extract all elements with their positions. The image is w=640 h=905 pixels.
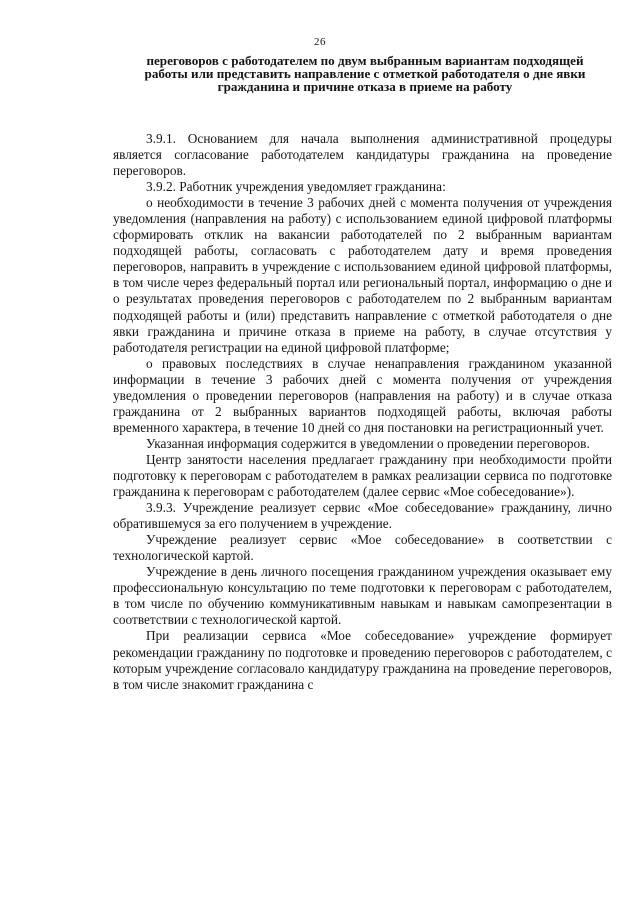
body-text [113,131,612,693]
paragraph-employment-center: Центр занятости населения предлагает гражданину при необходимости пройти подготовку к переговорам с работодателем в рамках реализации сервиса по подготовке гражданина к переговорам с работодателем (далее сервис «Мое собеседование»). [113,451,612,500]
paragraph-3-9-2: 3.9.2. Работник учреждения уведомляет гражданина: [146,179,446,195]
paragraph-notice-necessity: о необходимости в течение 3 рабочих дней с момента получения от учреждения уведомления (направления на работу) с использованием единой цифровой платформы сформировать отклик на вакансии работодателей по 2 выбранным вариантам подходящей работы, согласовать с работодателем дату и время проведения переговоров, направить в учреждение с использованием единой цифровой платформы, в том числе через федеральный портал или региональный портал, информацию о дне и о результатах проведения переговоров с работодателем по 2 выбранным вариантам подходящей работы и (или) представить направление с отметкой работодателя о дне явки гражданина и причине отказа в приеме на работу, в случае отсутствия у работодателя регистрации на единой цифровой платформе; [113,195,612,355]
paragraph-3-9-3: 3.9.3. Учреждение реализует сервис «Мое собеседование» гражданину, лично обратившемуся за его получением в учреждение. [113,500,612,532]
page-number: 26 [314,36,326,48]
paragraph-recommendations: При реализации сервиса «Мое собеседование» учреждение формирует рекомендации гражданину по подготовке и проведению переговоров с работодателем, с которым учреждение согласовало кандидатуру гражданина на проведение переговоров, в том числе знакомит гражданина с [113,628,612,692]
paragraph-tech-card: Учреждение реализует сервис «Мое собеседование» в соответствии с технологической картой. [113,532,612,564]
section-heading: переговоров с работодателем по двум выбранным вариантам подходящей работы или представить направление с отметкой работодателя о дне явки гражданина и причине отказа в приеме на работу [144,53,586,95]
paragraph-notice-consequences: о правовых последствиях в случае ненаправления гражданином указанной информации в течение 3 рабочих дней с момента получения от учреждения уведомления о проведении переговоров (направления на работу) и в случае отказа гражданина от 2 выбранных вариантов подходящей работы, включая работы временного характера, в течение 10 дней со дня постановки на регистрационный учет. [113,355,612,435]
paragraph-consultation: Учреждение в день личного посещения гражданином учреждения оказывает ему профессиональную консультацию по теме подготовки к переговорам с работодателем, в том числе по обучению коммуникативным навыкам и навыкам самопрезентации в соответствии с технологической картой. [113,564,612,628]
paragraph-3-9-1: 3.9.1. Основанием для начала выполнения административной процедуры является согласование работодателем кандидатуры гражданина на проведение переговоров. [113,131,612,179]
paragraph-notice-info: Указанная информация содержится в уведомлении о проведении переговоров. [146,435,590,451]
